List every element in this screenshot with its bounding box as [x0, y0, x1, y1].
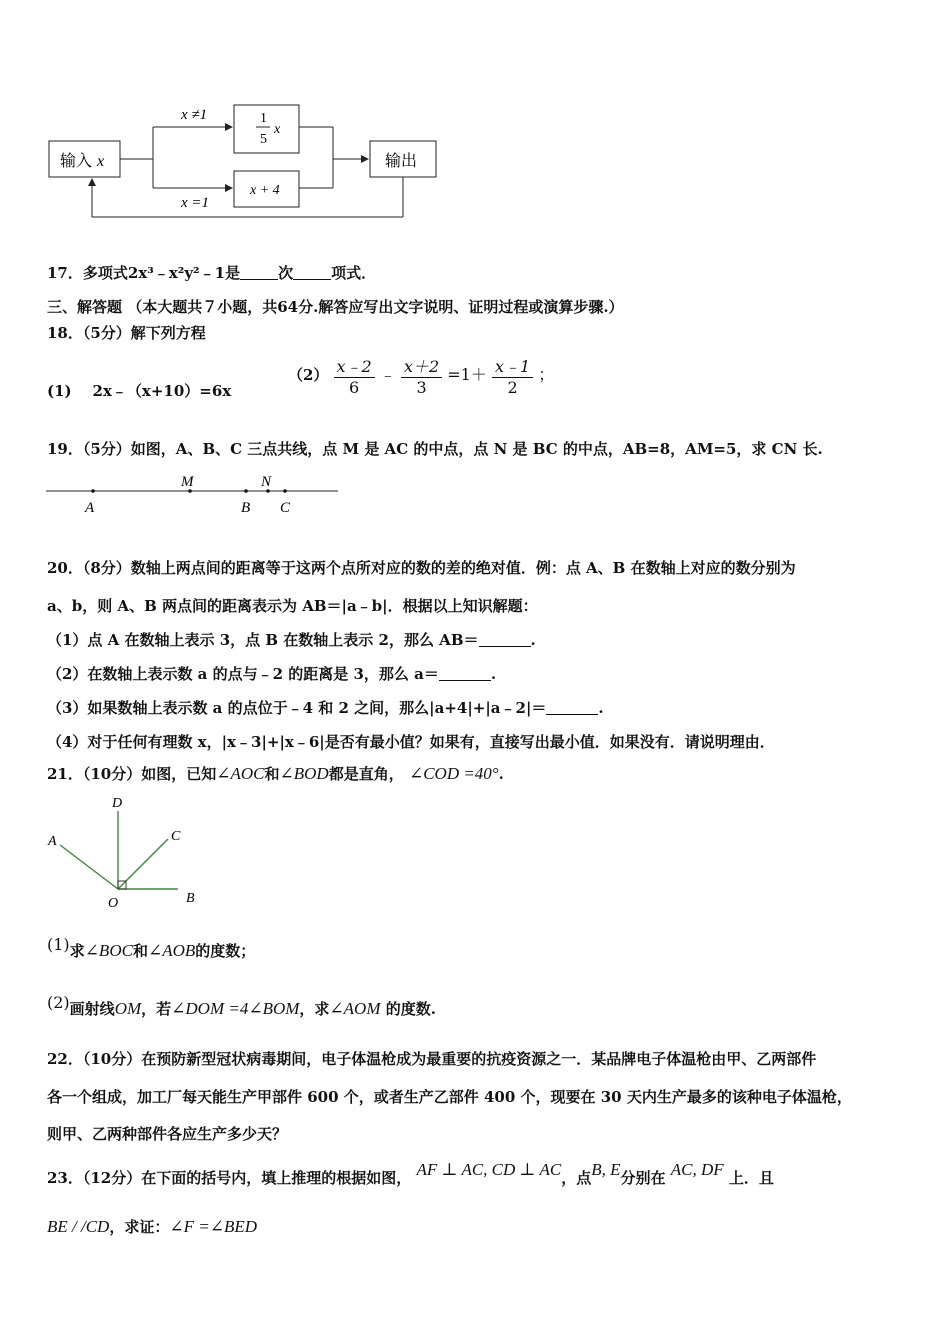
frac-var: x — [274, 122, 281, 137]
label-A: A — [85, 500, 95, 516]
label-O: O — [108, 896, 119, 911]
frac-num: 1 — [260, 111, 267, 126]
cond-top: x ≠1 — [181, 107, 208, 123]
plus4-text: x + 4 — [250, 183, 280, 198]
q22-line3: 则甲、乙两种部件各应生产多少天？ — [47, 1125, 288, 1143]
q20-sub2: （2）在数轴上表示数 a 的点与﹣2 的距离是 3，那么 a＝ . — [47, 665, 497, 683]
q20-line2: a、b，则 A、B 两点间的距离表示为 AB＝|a﹣b|．根据以上知识解题： — [47, 597, 538, 615]
q23-line1: 23．（12分）在下面的括号内，填上推理的根据如图， AF ⊥ AC, CD ⊥ AC，点B, E分别在 AC, DF 上．且 — [47, 1160, 774, 1187]
label-B: B — [186, 891, 195, 906]
q20-sub4: （4）对于任何有理数 x，|x﹣3|+|x﹣6|是否有最小值？如果有，直接写出最小值．如果没有．请说明理由． — [47, 733, 775, 751]
label-B: B — [241, 500, 251, 516]
label-D: D — [112, 796, 123, 811]
input-var: x — [97, 153, 105, 170]
flowchart — [0, 95, 460, 230]
q21-part1: (1)求∠BOC和∠AOB的度数； — [47, 935, 256, 960]
q18-header: 18．（5分）解下列方程 — [47, 324, 206, 342]
q20-sub3: （3）如果数轴上表示数 a 的点位于﹣4 和 2 之间，那么|a+4|+|a﹣2|＝ . — [47, 699, 604, 717]
q17-blank-degree[interactable] — [240, 265, 278, 280]
cond-bottom: x =1 — [181, 195, 210, 211]
q20-blank-1[interactable] — [479, 632, 531, 647]
label-N: N — [261, 474, 272, 490]
section3-title: 三、解答题 （本大题共７小题，共64分.解答应写出文字说明、证明过程或演算步骤.） — [47, 298, 624, 316]
label-A: A — [48, 834, 57, 849]
q21-text: 21．（10分）如图，已知∠AOC和∠BOD都是直角， ∠COD =40°. — [47, 764, 504, 783]
q20-blank-3[interactable] — [546, 700, 598, 715]
q21-figure — [40, 793, 210, 915]
q22-line2: 各一个组成，加工厂每天能生产甲部件 600 个，或者生产乙部件 400 个，现要在 30 天内生产最多的该种电子体温枪， — [47, 1088, 852, 1106]
label-C: C — [171, 829, 181, 844]
input-label: 输入 — [60, 153, 93, 170]
label-M: M — [181, 474, 194, 490]
q18-part1: (1) 2x﹣（x+10）=6x — [47, 382, 232, 400]
q17-blank-terms[interactable] — [293, 265, 331, 280]
q17-expr: 2x³﹣x²y²﹣1 — [127, 264, 226, 282]
q22-line1: 22．（10分）在预防新型冠状病毒期间，电子体温枪成为最重要的抗疫资源之一．某品牌电子体温枪由甲、乙两部件 — [47, 1050, 817, 1068]
frac-den: 5 — [260, 132, 267, 147]
q21-part2: (2)画射线OM，若∠DOM =4∠BOM，求∠AOM 的度数. — [47, 993, 436, 1018]
q17: 17．多项式2x³﹣x²y²﹣1是 次 项式． — [47, 264, 377, 282]
q20-line1: 20．（8分）数轴上两点间的距离等于这两个点所对应的数的差的绝对值．例：点 A、B 在数轴上对应的数分别为 — [47, 559, 796, 577]
q18-part2: （2） $\frac{x﹣2}{6}$ ﹣ $\frac{x+2}{3}$ =1＋ $\frac{x﹣1}{2}$ ； — [288, 354, 554, 397]
output-label: 输出 — [385, 153, 418, 170]
q19-text: 19．（5分）如图，A、B、C 三点共线，点 M 是 AC 的中点，点 N 是 BC 的中点，AB=8，AM=5，求 CN 长. — [47, 440, 823, 458]
label-C: C — [280, 500, 291, 516]
q20-sub1: （1）点 A 在数轴上表示 3，点 B 在数轴上表示 2，那么 AB＝ . — [47, 631, 536, 649]
q23-line2: BE / /CD，求证：∠F =∠BED — [47, 1217, 257, 1236]
q19-figure — [40, 470, 350, 520]
q20-blank-2[interactable] — [439, 666, 491, 681]
